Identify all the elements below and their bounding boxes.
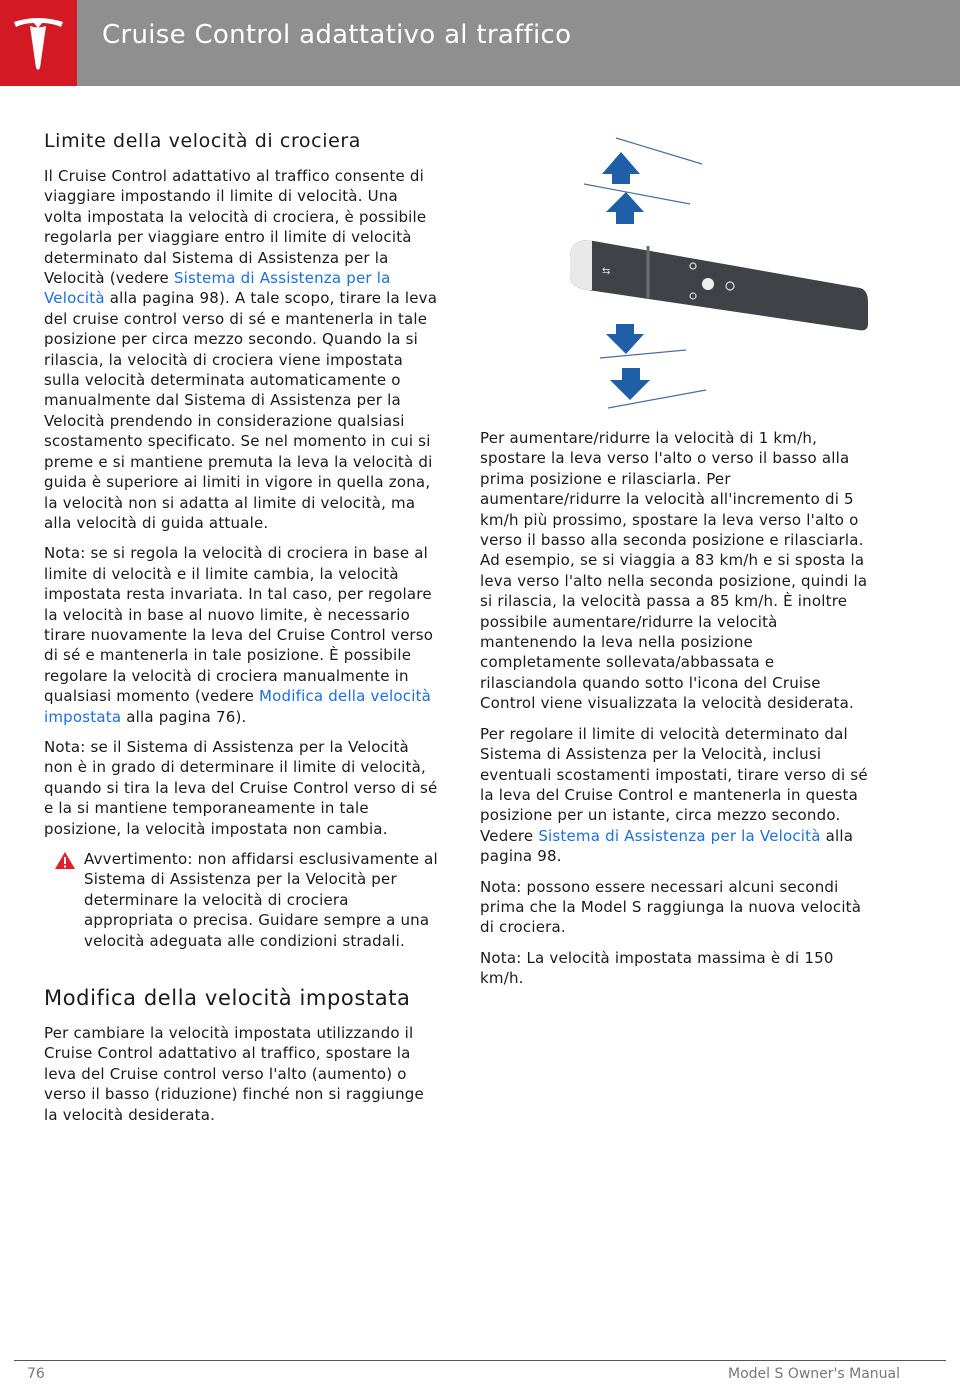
right-column [480,128,876,999]
link-speed-assist[interactable]: Sistema di Assistenza per la Velocità [44,269,391,308]
section-title-modify-speed: Modifica della velocità impostata [44,986,411,1011]
arrow-up-icon [606,192,644,224]
tesla-logo [0,0,77,86]
paragraph-text: Nota: se si regola la velocità di crociera in base al limite di velocità e il limite cambia, la velocità impostata resta invariata. In tal caso, per regolare la velocità in base al nuovo limite, è necessario tirare nuovamente la leva del Cruise Control verso di sé e mantenerla in tale posizione. È possibile regolare la velocità di crociera manualmente in qualsiasi momento (vedere [44,544,434,706]
paragraph-text: Per regolare il limite di velocità determinato dal Sistema di Assistenza per la Velocità, inclusi eventuali scostamenti impostati, tirare verso di sé la leva del Cruise Control e mantenerla in questa posizione per un istante, circa mezzo secondo. Vedere [480,724,868,845]
lever-tip [570,240,592,290]
paragraph [480,724,876,867]
warning-icon [54,851,76,870]
distance-icon: ⇆ [602,266,611,277]
lever-diagram [480,128,876,418]
guide-line [584,184,690,204]
lever-body [570,240,868,330]
link-modify-speed[interactable]: Modifica della velocità impostata [44,687,432,726]
page-title: Cruise Control adattativo al traffico [102,20,572,50]
note-paragraph: Nota: La velocità impostata massima è di 150 km/h. [480,948,834,988]
warning-block [44,849,440,951]
paragraph-text: alla pagina 98). A tale scopo, tirare la leva del cruise control verso di sé e mantenerla in tale posizione per circa mezzo secondo. Quando la si rilascia, la velocità di crociera viene impostata sulla velocità determinata automaticamente o manualmente dal Sistema di Assistenza per la Velocità prendendo in considerazione qualsiasi scostamento specificato. Se nel momento in cui si preme e si mantiene premuta la leva la velocità di guida è superiore ai limiti in vigore in quella zona, la velocità non si adatta al limite di velocità, ma alla velocità di guida attuale. [44,289,438,532]
paragraph-text: Il Cruise Control adattativo al traffico consente di viaggiare impostando il limite di velocità. Una volta impostata la velocità di crociera, è possibile regolarla per viaggiare entro il limite di velocità determinato dal Sistema di Assistenza per la Velocità (vedere [44,167,427,288]
note-paragraph: Nota: se il Sistema di Assistenza per la Velocità non è in grado di determinare il limite di velocità, quando si tira la leva del Cruise Control verso di sé e la si mantiene temporaneamente in tale posizione, la velocità impostata non cambia. [44,737,438,838]
note-paragraph [44,543,440,727]
paragraph [44,166,440,533]
tesla-logo-icon [12,16,65,70]
paragraph: Per cambiare la velocità impostata utilizzando il Cruise Control adattativo al traffico, spostare la leva del Cruise control verso l'alto (aumento) o verso il basso (riduzione) finché non si raggiunge la velocità desiderata. [44,1024,424,1124]
footer-divider [14,1360,946,1361]
link-speed-assist[interactable]: Sistema di Assistenza per la Velocità [538,826,821,845]
arrow-down-icon [610,368,650,400]
section-title-cruise-limit: Limite della velocità di crociera [44,130,362,152]
paragraph: Per aumentare/ridurre la velocità di 1 km/h, spostare la leva verso l'alto o verso il basso alla prima posizione e rilasciarla. Per aumentare/ridurre la velocità all'incremento di 5 km/h più prossimo, spostare la leva verso l'alto o verso il basso alla seconda posizione e rilasciarla. Ad esempio, se si viaggia a 83 km/h e si sposta la leva verso l'alto nella seconda posizione, quindi la si rilascia, la velocità passa a 85 km/h. È inoltre possibile aumentare/ridurre la velocità mantenendo la leva nella posizione completamente sollevata/abbassata e rilasciandola quando sotto l'icona del Cruise Control viene visualizzata la velocità desiderata. [480,429,868,713]
arrow-up-icon [602,152,640,184]
arrow-down-icon [606,324,644,354]
guide-line [616,138,702,164]
manual-title: Model S Owner's Manual [728,1366,900,1382]
paragraph-text: alla pagina 76). [121,707,247,726]
page-number: 76 [27,1366,45,1382]
cruise-lever-illustration [480,128,876,418]
warning-text: Avvertimento: non affidarsi esclusivamente al Sistema di Assistenza per la Velocità per determinare la velocità di crociera appropriata o precisa. Guidare sempre a una velocità adeguata alle condizioni stradali. [84,850,438,950]
guide-line [600,350,686,358]
page-header [0,0,960,86]
lever-button [702,278,714,290]
paragraph-text: alla pagina 98. [480,826,854,866]
left-column [44,128,440,1135]
note-paragraph: Nota: possono essere necessari alcuni secondi prima che la Model S raggiunga la nuova velocità di crociera. [480,877,862,937]
